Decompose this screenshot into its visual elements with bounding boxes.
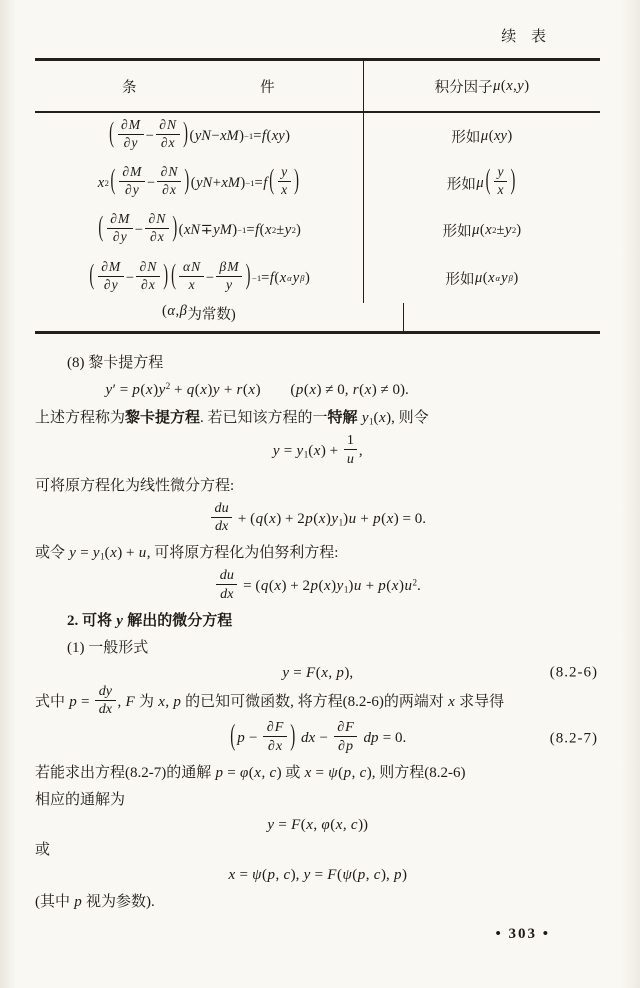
row-condition: x 2 ( ∂M ∂y − ∂N ∂x ) ( yN + xM ) −1 = f ( y x ) <box>35 159 364 207</box>
general-form-equation: y = F(x, p), <box>282 664 354 681</box>
row-factor: 形如 μ ( x 2 ± y 2 ) <box>442 221 522 240</box>
differentiated-equation-row <box>35 719 600 759</box>
riccati-paragraph: 上述方程称为黎卡提方程. 若已知该方程的一特解 $y_1(x)$, 则令 <box>35 410 429 427</box>
solution-equation-1: y = F(x, φ(x, c)) <box>267 816 369 833</box>
row-factor: 形如 μ ( y x ) <box>446 163 516 197</box>
solution-equation-2: x = ψ(p, c), y = F(ψ(p, c), p) <box>228 867 407 884</box>
row-condition: ( ∂M ∂y − ∂N ∂x ) ( yN − xM ) −1 = f ( xy ) <box>35 113 364 159</box>
linear-equation: $\frac{du}{dx}$ + $(q(x) + 2p(x)y_1)u + p(x) = 0$. <box>35 500 600 540</box>
table-header-row <box>35 61 600 113</box>
subsection-1-heading: (1) 一般形式 <box>67 639 149 656</box>
substitution-equation: $y = y_1(x)$ + $\frac{1}{u}$ , <box>272 432 363 467</box>
table-row <box>35 207 600 253</box>
table-note-row <box>35 303 600 331</box>
table-row <box>35 113 600 159</box>
equation-number-827: (8.2-7) <box>549 730 598 747</box>
equation-number-826: (8.2-6) <box>549 664 598 681</box>
row-factor: 形如 μ ( xy ) <box>451 127 513 146</box>
row-factor: 形如 μ ( x α y β ) <box>445 269 519 288</box>
continued-table-label: 续 表 <box>501 29 548 45</box>
riccati-equation-main: $y' = p(x)y^2 + q(x)y + r(x)$ <box>105 381 261 398</box>
or-paragraph: 或 <box>35 842 51 859</box>
page-number: • 303 • <box>495 926 550 943</box>
corresponding-solution-paragraph: 相应的通解为 <box>35 791 126 808</box>
table-header-factor: 积分因子 μ ( x , y ) <box>434 77 530 96</box>
table-header-condition: 条 件 <box>35 61 364 111</box>
riccati-equation <box>35 376 600 404</box>
table-note: ( α , β 为常数) <box>35 303 404 331</box>
linear-reduction-paragraph: 可将原方程化为线性微分方程: <box>35 477 235 494</box>
bernoulli-equation: $\frac{du}{dx}$ = $(q(x) + 2p(x)y_1)u + p(x)u^2$. <box>35 567 600 607</box>
row-condition: ( ∂M ∂y − ∂N ∂x ) ( αN x − βM y ) −1 = f ( x α y β ) <box>35 253 364 303</box>
row-condition: ( ∂M ∂y − ∂N ∂x ) ( xN ∓ yM ) −1 = f ( x 2 ± y 2 ) <box>35 207 364 253</box>
bernoulli-reduction-paragraph: 或令 $y = y_1(x) + u$, 可将原方程化为伯努利方程: <box>35 545 339 562</box>
general-form-equation-row <box>35 661 600 686</box>
riccati-equation-condition: (p(x) ≠ 0, r(x) ≠ 0). <box>290 382 409 398</box>
table-row <box>35 159 600 207</box>
table-row <box>35 253 600 303</box>
table-note-empty-cell <box>404 303 600 331</box>
derivative-definition-paragraph: 式中 p = $\frac{dy}{dx}$ , F 为 x, p 的已知可微函数, 将方程(8.2-6)的两端对 x 求导得 <box>35 682 505 718</box>
section-8-heading: (8) 黎卡提方程 <box>67 355 164 371</box>
integrating-factor-table <box>35 58 600 334</box>
section-2-heading: 2. 可将 y 解出的微分方程 <box>67 612 233 629</box>
general-solution-paragraph: 若能求出方程(8.2-7)的通解 p = φ(x, c) 或 x = ψ(p, c), 则方程(8.2-6) <box>35 764 466 781</box>
differentiated-equation: ( p − $\frac{\partial F}{\partial x}$ ) dx − $\frac{\partial F}{\partial p}$ dp = 0. <box>230 719 407 754</box>
parameter-note-paragraph: (其中 p 视为参数). <box>35 894 155 911</box>
